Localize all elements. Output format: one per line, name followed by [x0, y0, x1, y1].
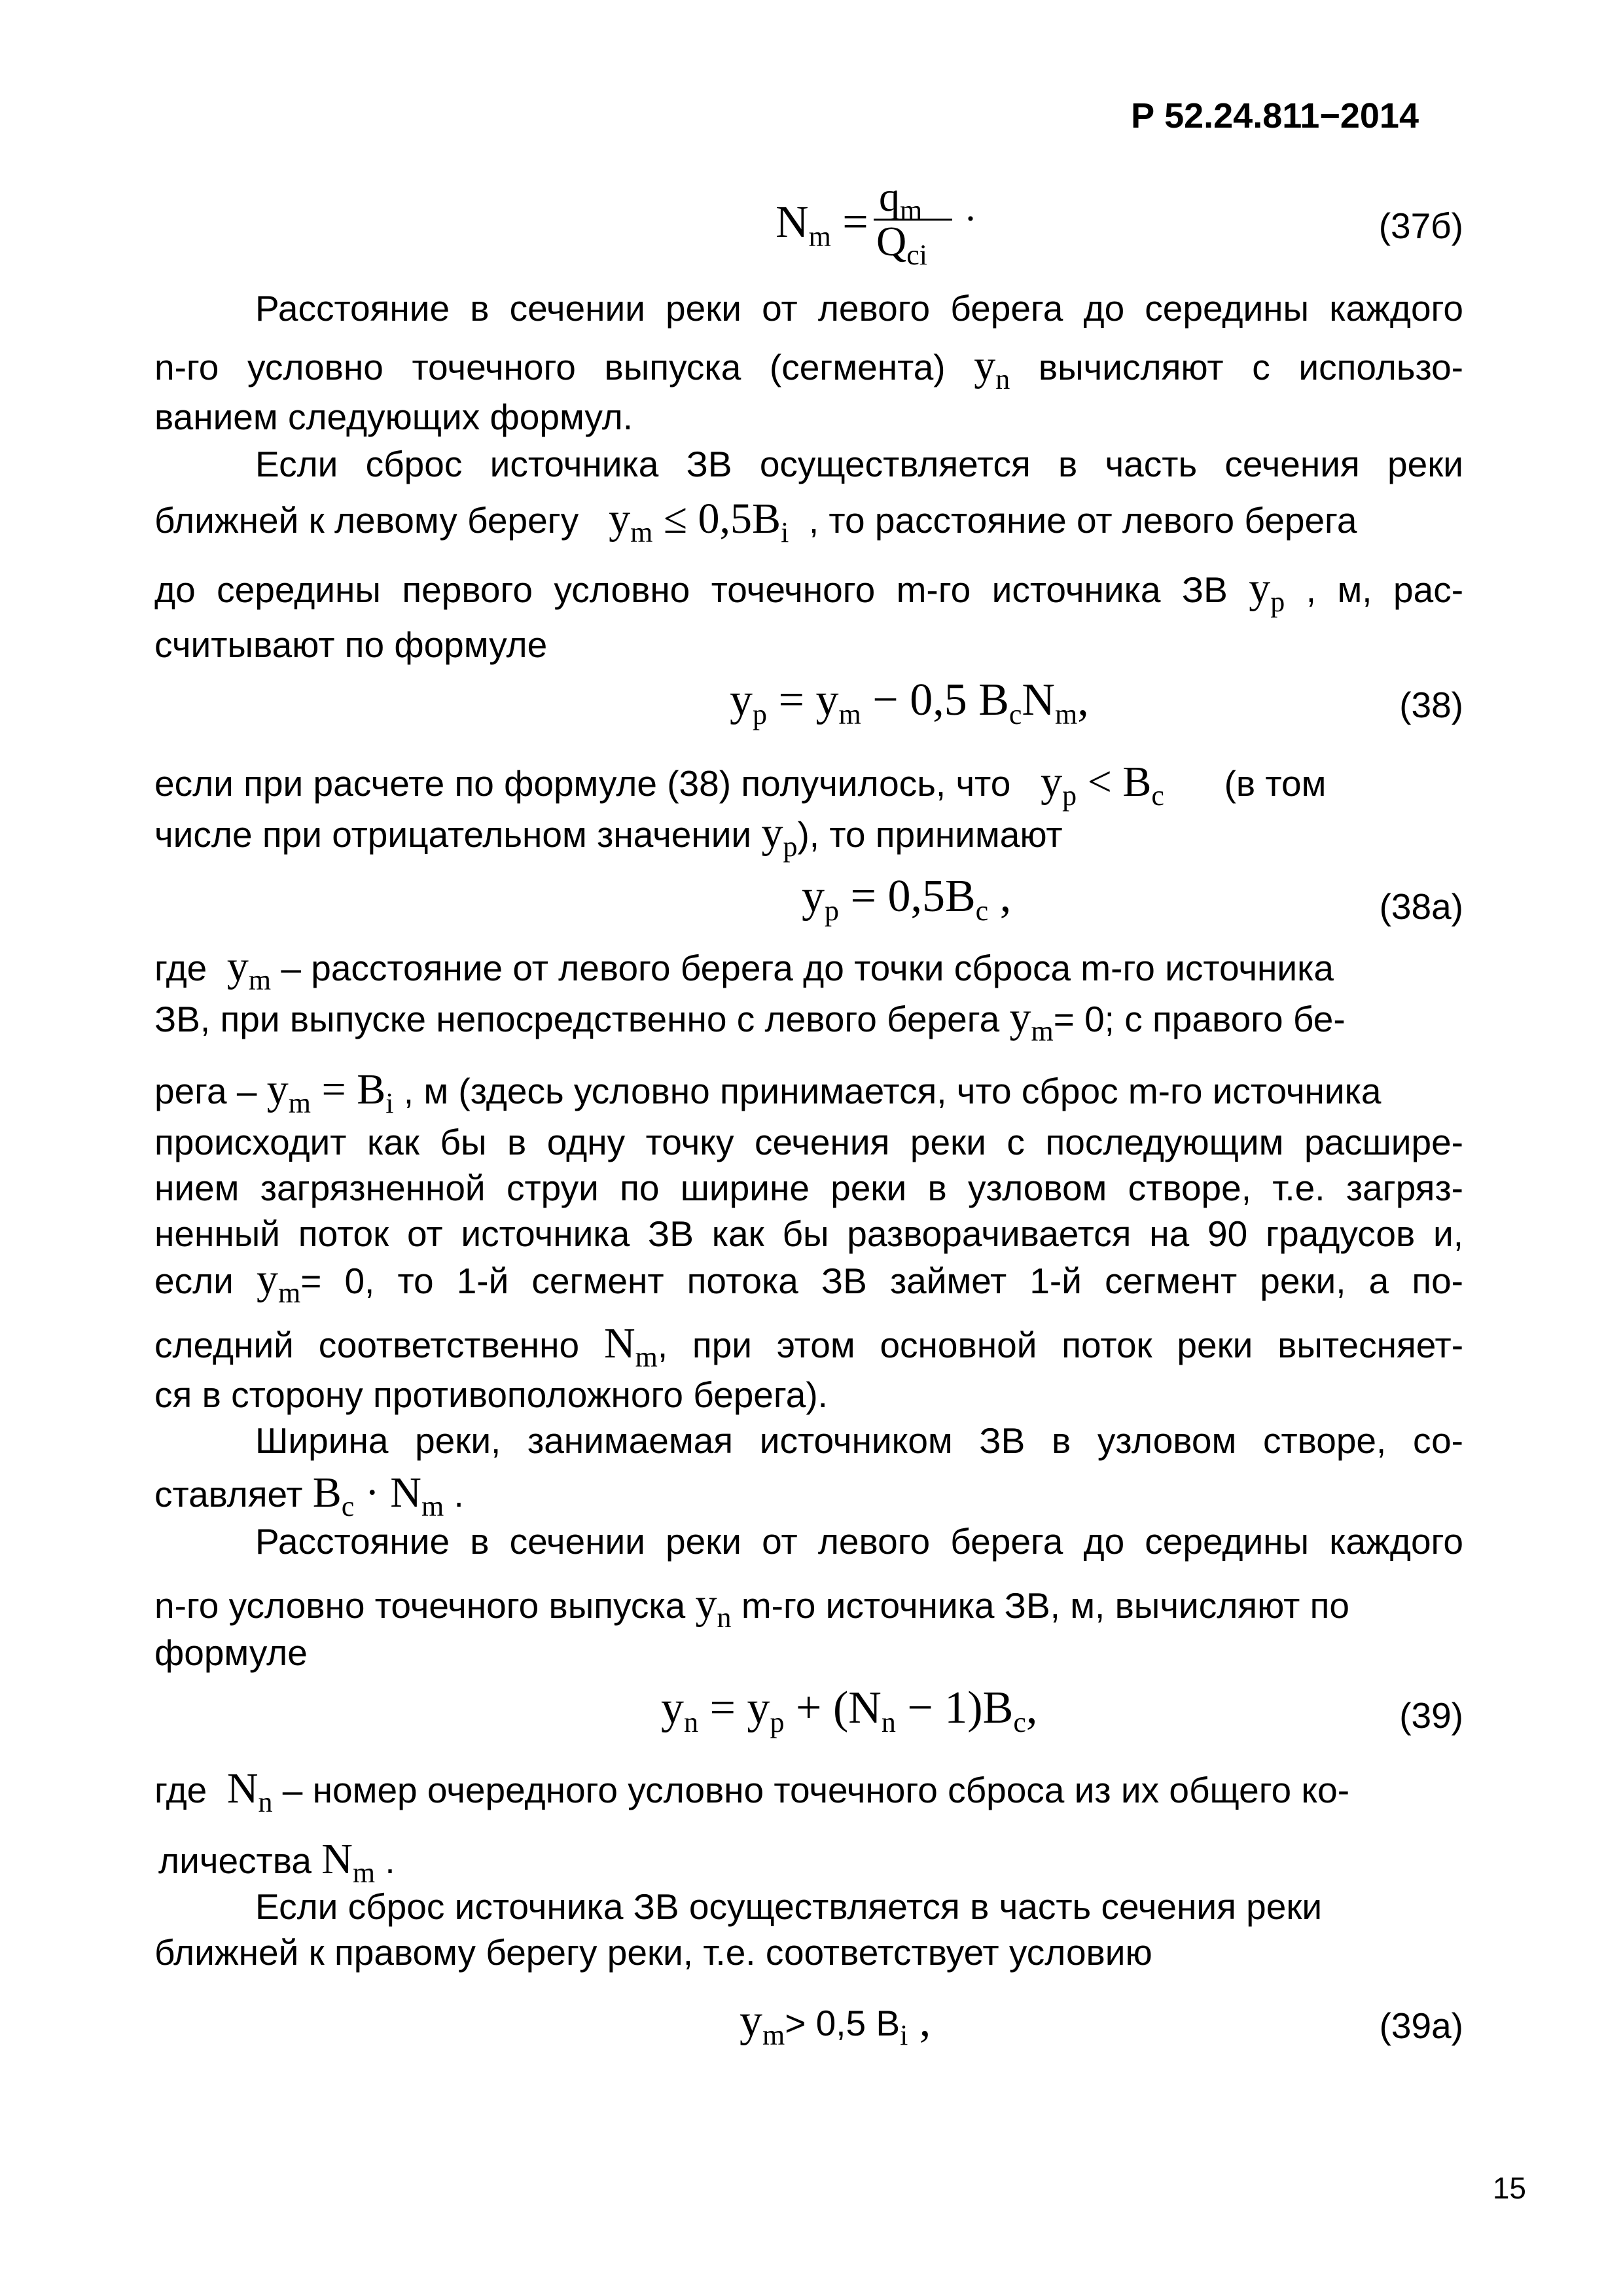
eq-denominator: $Q_{ci}$	[876, 218, 927, 271]
equation-37b	[776, 173, 985, 276]
equation-38a: $y_p = 0,5B_c$ ,	[802, 871, 1012, 927]
text-line: рега – $y_m = B_i$ , м (здесь условно принимается, что сброс m-го источника	[154, 1066, 1382, 1119]
text-line: Ширина реки, занимаемая источником ЗВ в узловом створе, со-	[255, 1420, 1463, 1461]
text-line: происходит как бы в одну точку сечения реки с последующим расшире-	[154, 1122, 1463, 1162]
text-line: если при расчете по формуле (38) получилось, что $y_p < B_c$ (в том	[154, 758, 1327, 812]
equation-number-38a: (38а)	[1379, 886, 1463, 927]
text-line: нием загрязненной струи по ширине реки в узловом створе, т.е. загряз-	[154, 1168, 1463, 1208]
text-line: ся в сторону противоположного берега).	[154, 1374, 828, 1415]
document-code-header: Р 52.24.811−2014	[1131, 96, 1419, 135]
equation-number-39: (39)	[1399, 1695, 1463, 1736]
text-line: ближней к левому берегу $y_m \le 0,5B_i$ , то расстояние от левого берега	[154, 495, 1357, 548]
text-line: Если сброс источника ЗВ осуществляется в часть сечения реки	[255, 1886, 1323, 1927]
text-line: следний соответственно $N_m$, при этом основной поток реки вытесняет-	[154, 1319, 1464, 1373]
eq-dot: ·	[964, 197, 977, 240]
eq-numerator: $q_m$	[879, 173, 923, 226]
equation-number-39a: (39а)	[1379, 2005, 1463, 2046]
text-line: личества $N_m$ .	[158, 1835, 395, 1889]
text-line: считывают по формуле	[154, 624, 548, 665]
text-line: ближней к правому берегу реки, т.е. соответствует условию	[154, 1932, 1152, 1973]
text-line: где $N_n$ – номер очередного условно точечного сброса из их общего ко-	[154, 1765, 1350, 1818]
text-line: числе при отрицательном значении $y_p$), то принимают	[154, 809, 1063, 863]
text-line: Расстояние в сечении реки от левого берега до середины каждого	[255, 1521, 1463, 1562]
text-line: формуле	[154, 1632, 308, 1673]
equation-39a: $y_m> 0,5$ $B_i$ ,	[740, 1996, 931, 2051]
eq-lhs: $N_m$ =	[776, 197, 868, 253]
text-line: n-го условно точечного выпуска (сегмента) $y_n$ вычисляют с использо-	[154, 342, 1463, 395]
text-line: ЗВ, при выпуске непосредственно с левого берега $y_m= 0$; с правого бе-	[154, 994, 1346, 1047]
equation-number-38: (38)	[1399, 685, 1463, 725]
text-line: ставляет $B_c \cdot N_m$ .	[154, 1469, 464, 1522]
text-line: Если сброс источника ЗВ осуществляется в часть сечения реки	[255, 444, 1463, 484]
equation-39: $y_n = y_p + (N_n - 1)B_c$,	[661, 1683, 1038, 1738]
text-line: ванием следующих формул.	[154, 397, 633, 437]
text-line: ненный поток от источника ЗВ как бы разворачивается на 90 градусов и,	[154, 1213, 1463, 1254]
equation-38: $y_p = y_m - 0,5$ $B_cN_m$,	[730, 675, 1089, 730]
page-number: 15	[1492, 2171, 1526, 2205]
text-line: n-го условно точечного выпуска $y_n$ m-го источника ЗВ, м, вычисляют по	[154, 1580, 1349, 1634]
text-line: Расстояние в сечении реки от левого берега до середины каждого	[255, 288, 1463, 329]
text-line: где $y_m$ – расстояние от левого берега до точки сброса m-го источника	[154, 942, 1334, 996]
equation-number-37b: (37б)	[1378, 206, 1463, 246]
text-line: до середины первого условно точечного m-го источника ЗВ $y_p$ , м, рас-	[154, 564, 1464, 618]
text-line: если $y_m= 0$, то 1-й сегмент потока ЗВ займет 1-й сегмент реки, а по-	[154, 1255, 1463, 1309]
